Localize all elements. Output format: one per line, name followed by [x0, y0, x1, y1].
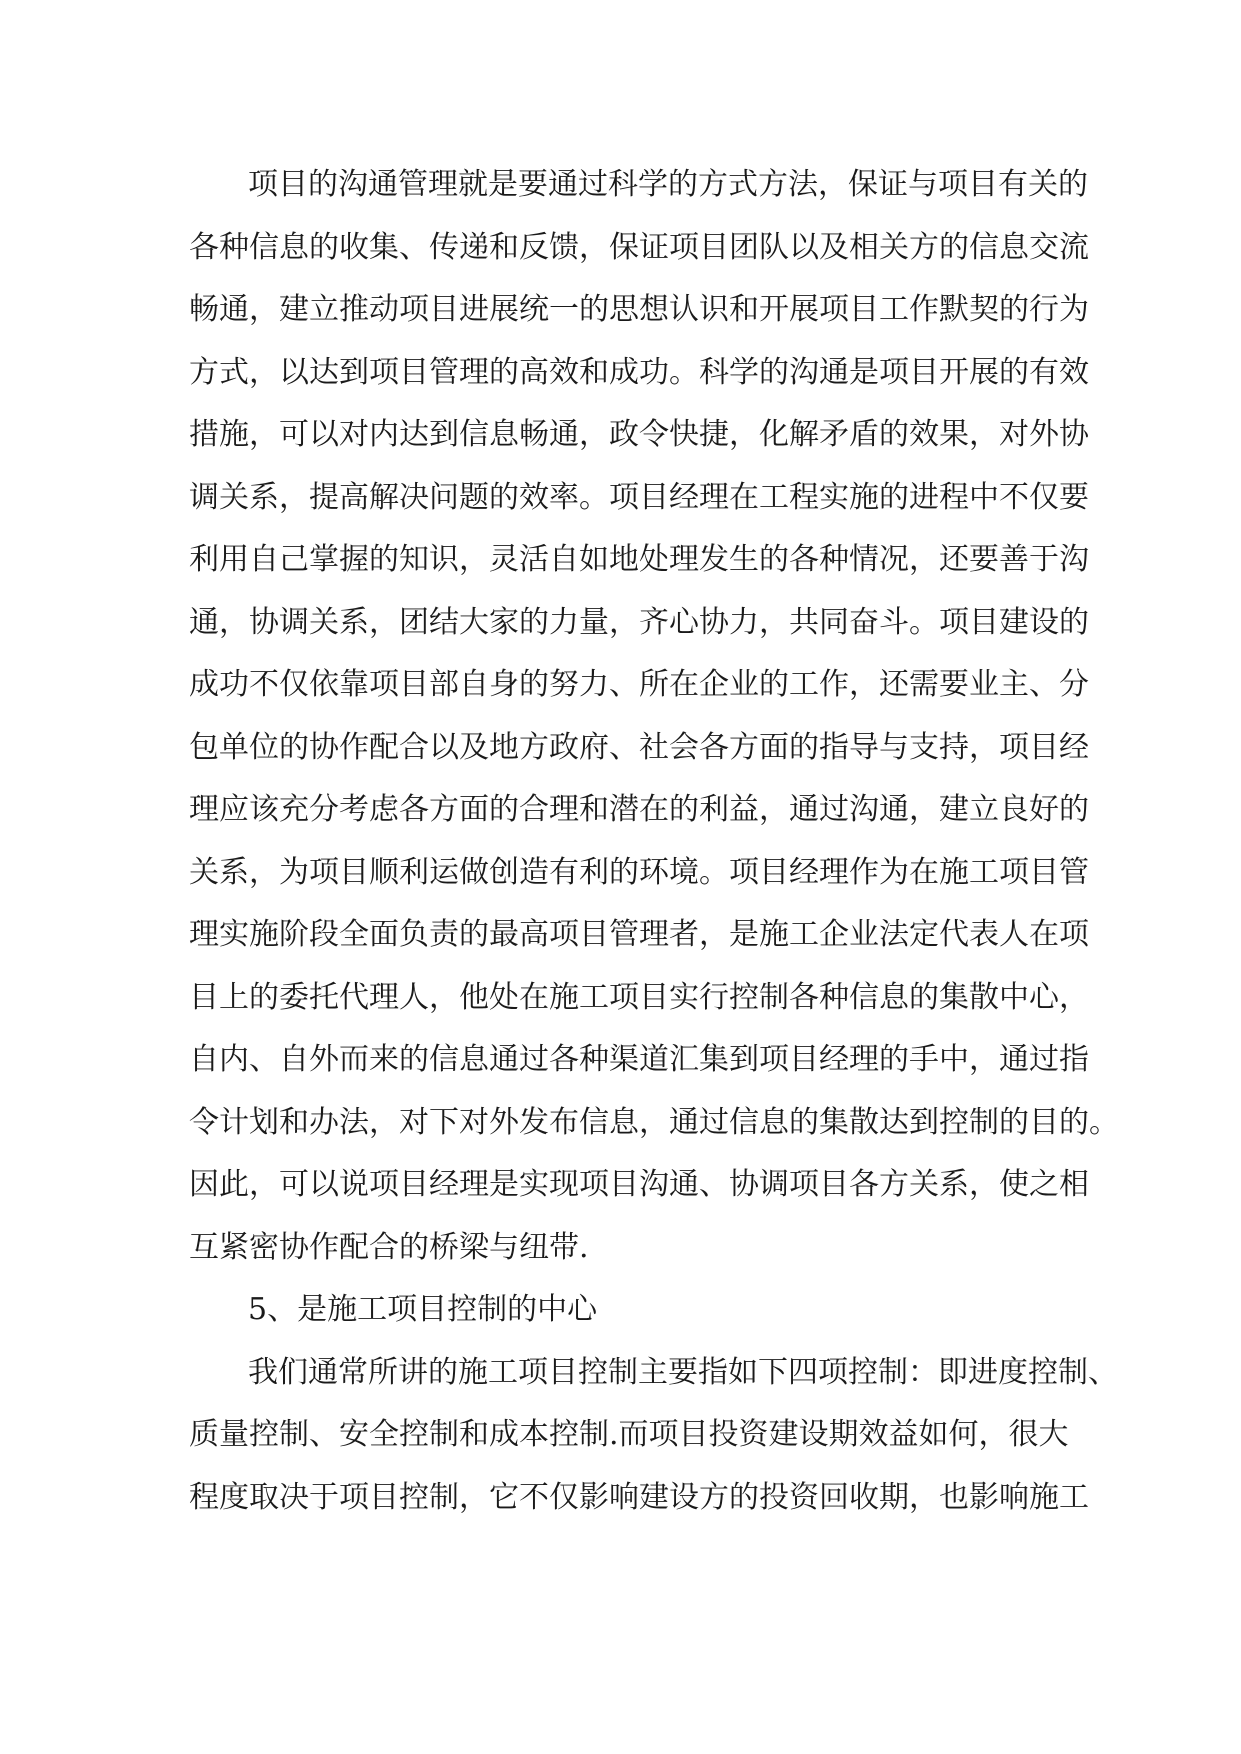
paragraph-line: 理应该充分考虑各方面的合理和潜在的利益，通过沟通，建立良好的: [189, 792, 1089, 827]
paragraph-line: 利用自己掌握的知识，灵活自如地处理发生的各种情况，还要善于沟: [189, 542, 1089, 577]
section-heading: 5、是施工项目控制的中心: [248, 1292, 598, 1327]
paragraph-line: 包单位的协作配合以及地方政府、社会各方面的指导与支持，项目经: [189, 729, 1089, 765]
paragraph-line: 令计划和办法，对下对外发布信息，通过信息的集散达到控制的目的。: [189, 1104, 1119, 1140]
paragraph-line: 程度取决于项目控制，它不仅影响建设方的投资回收期，也影响施工: [189, 1479, 1089, 1515]
paragraph-line: 项目的沟通管理就是要通过科学的方式方法，保证与项目有关的: [248, 167, 1088, 202]
paragraph-line: 措施，可以对内达到信息畅通，政令快捷，化解矛盾的效果，对外协: [189, 417, 1089, 452]
document-body: [189, 154, 1119, 1529]
paragraph-line: 质量控制、安全控制和成本控制.而项目投资建设期效益如何，很大: [189, 1417, 1069, 1452]
paragraph-line: 调关系，提高解决问题的效率。项目经理在工程实施的进程中不仅要: [189, 479, 1089, 515]
paragraph-line: 各种信息的收集、传递和反馈，保证项目团队以及相关方的信息交流: [189, 229, 1089, 265]
paragraph-line: 关系，为项目顺利运做创造有利的环境。项目经理作为在施工项目管: [189, 854, 1089, 890]
paragraph-line: 成功不仅依靠项目部自身的努力、所在企业的工作，还需要业主、分: [189, 667, 1089, 702]
paragraph-line: 互紧密协作配合的桥梁与纽带.: [189, 1229, 589, 1265]
paragraph-line: 目上的委托代理人，他处在施工项目实行控制各种信息的集散中心，: [189, 979, 1089, 1015]
paragraph-line: 理实施阶段全面负责的最高项目管理者，是施工企业法定代表人在项: [189, 917, 1089, 952]
paragraph-line: 方式，以达到项目管理的高效和成功。科学的沟通是项目开展的有效: [189, 354, 1089, 390]
paragraph-line: 我们通常所讲的施工项目控制主要指如下四项控制：即进度控制、: [248, 1354, 1118, 1390]
paragraph-line: 自内、自外而来的信息通过各种渠道汇集到项目经理的手中，通过指: [189, 1042, 1089, 1077]
paragraph-line: 通，协调关系，团结大家的力量，齐心协力，共同奋斗。项目建设的: [189, 604, 1089, 640]
paragraph-line: 畅通，建立推动项目进展统一的思想认识和开展项目工作默契的行为: [189, 292, 1089, 327]
paragraph-line: 因此，可以说项目经理是实现项目沟通、协调项目各方关系，使之相: [189, 1167, 1089, 1202]
